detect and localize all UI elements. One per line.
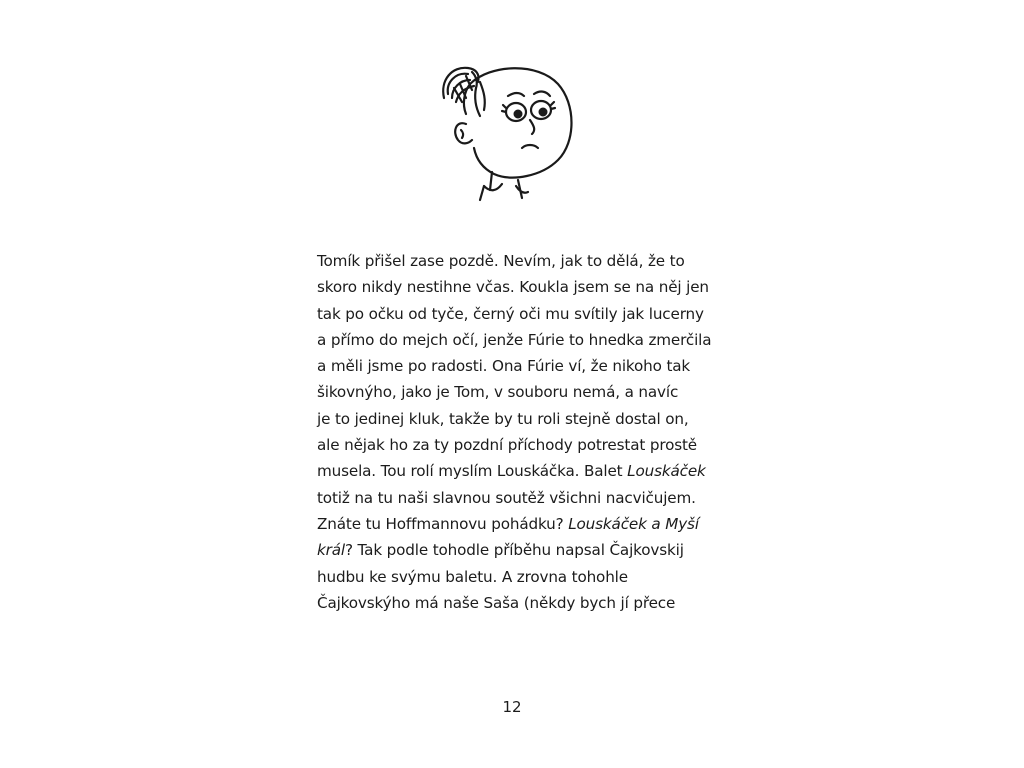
text-segment: skoro nikdy nestihne včas. Koukla jsem se na něj jen <box>317 278 709 297</box>
text-line <box>317 301 707 327</box>
text-segment: a měli jsme po radosti. Ona Fúrie ví, že nikoho tak <box>317 357 691 376</box>
page-number: 12 <box>502 698 522 716</box>
text-line <box>317 327 712 353</box>
text-segment: Tomík přišel zase pozdě. Nevím, jak to dělá, že to <box>317 252 685 270</box>
text-segment: a přímo do mejch očí, jenže Fúrie to hnedka zmerčila <box>317 330 712 349</box>
italic-title-text: král <box>317 541 345 560</box>
text-segment: ? Tak podle tohodle příběhu napsal Čajkovskij <box>344 541 684 560</box>
text-line <box>317 537 707 563</box>
text-segment: Čajkovskýho má naše Saša (někdy bych jí přece <box>317 593 676 612</box>
text-line <box>317 485 707 511</box>
text-line <box>317 432 707 458</box>
text-segment: Znáte tu Hoffmannovu pohádku? <box>317 514 569 533</box>
text-segment: šikovnýho, jako je Tom, v souboru nemá, a navíc <box>317 383 679 402</box>
text-line <box>317 564 707 590</box>
text-line <box>317 379 707 405</box>
text-segment: je to jedinej kluk, takže by tu roli stejně dostal on, <box>317 409 689 428</box>
text-segment: totiž na tu naši slavnou soutěž všichni nacvičujem. <box>317 488 696 507</box>
text-line <box>317 406 707 432</box>
text-line <box>317 458 707 484</box>
text-segment: tak po očku od tyče, černý oči mu svítily jak lucerny <box>317 304 704 323</box>
text-segment: hudbu ke svýmu baletu. A zrovna tohohle <box>317 567 628 586</box>
text-line <box>317 274 707 300</box>
text-segment: ale nějak ho za ty pozdní příchody potrestat prostě <box>317 436 697 455</box>
body-text <box>317 248 712 616</box>
italic-title-text: Louskáček a Myší <box>568 514 699 533</box>
text-line <box>317 353 707 379</box>
girl-face-portrait-icon <box>430 58 580 203</box>
text-line <box>317 590 707 616</box>
italic-title-text: Louskáček <box>627 462 706 481</box>
text-line <box>317 248 707 274</box>
text-line <box>317 511 707 537</box>
text-segment: musela. Tou rolí myslím Louskáčka. Balet <box>317 462 628 481</box>
